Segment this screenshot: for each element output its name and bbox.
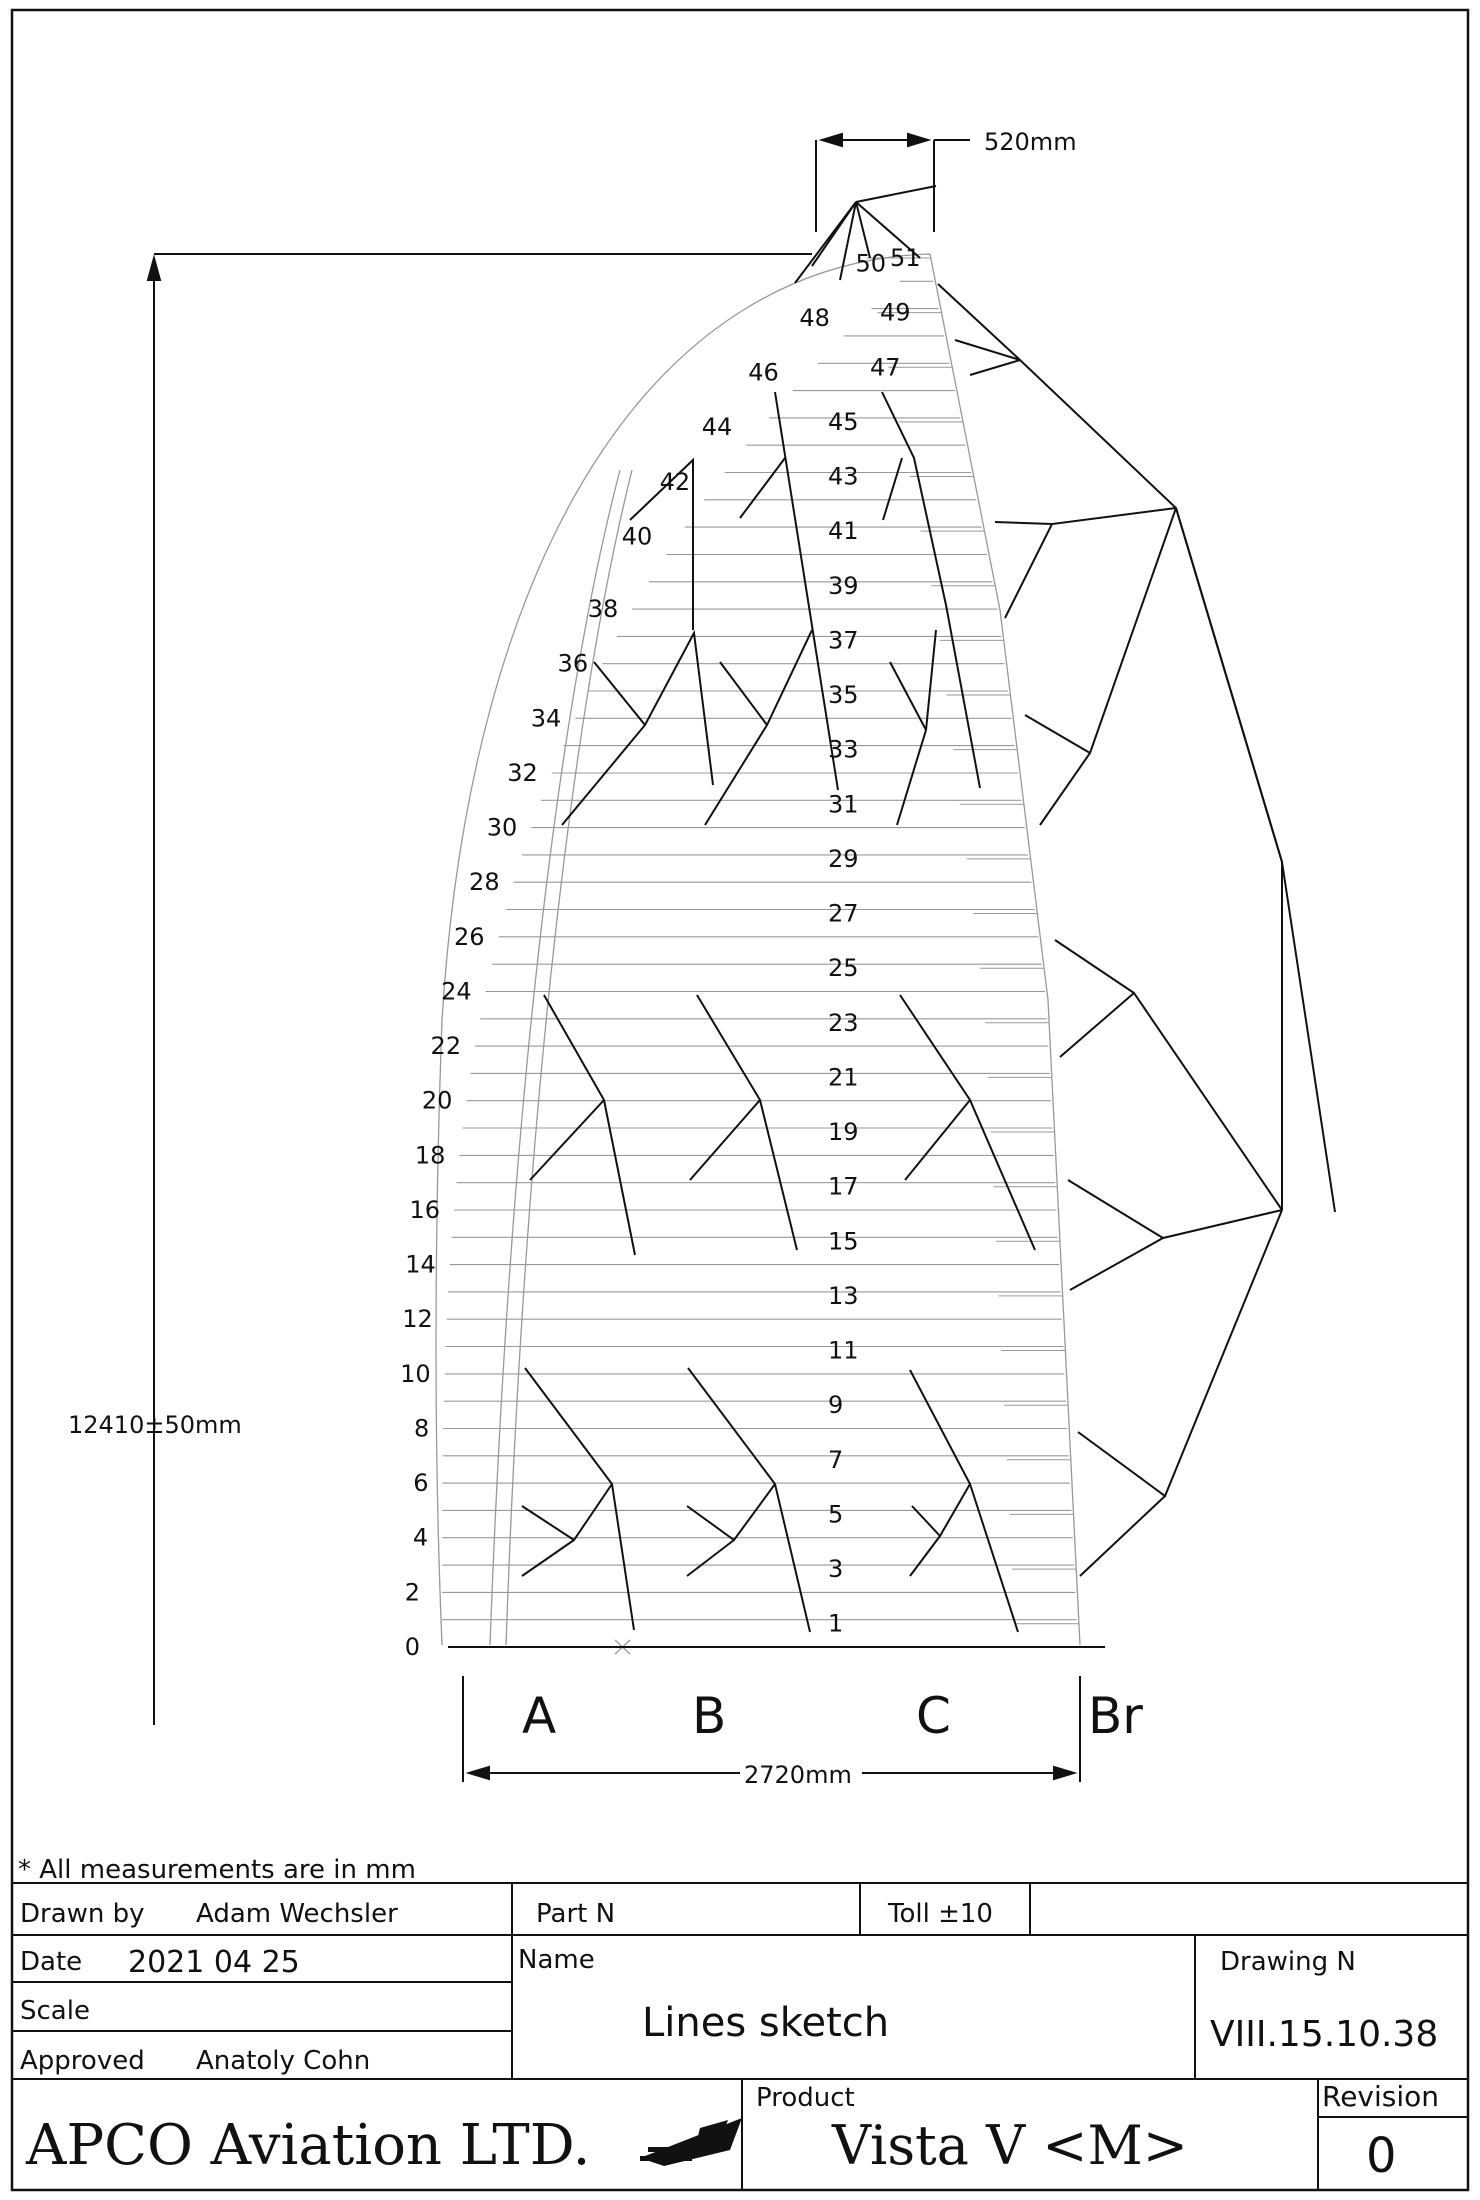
- trailing-edge-ticks: [867, 258, 1079, 1624]
- product-label: Product: [756, 2083, 855, 2113]
- row-label-left: 26: [453, 922, 485, 951]
- row-label-left: 28: [469, 868, 500, 897]
- row-label-left: 8: [414, 1414, 430, 1443]
- row-label-center: 13: [828, 1281, 859, 1310]
- product-value: Vista V <M>: [832, 2114, 1189, 2177]
- revision-label: Revision: [1322, 2080, 1440, 2113]
- name-label: Name: [518, 1945, 595, 1975]
- note-text: * All measurements are in mm: [18, 1855, 416, 1885]
- company-name: APCO Aviation LTD.: [26, 2113, 591, 2178]
- line-a-middle: [544, 995, 635, 1255]
- row-label-center: 5: [828, 1500, 844, 1529]
- date-label: Date: [20, 1947, 83, 1977]
- row-label-center: 9: [828, 1391, 844, 1420]
- row-label-center: 11: [828, 1336, 859, 1365]
- row-label-center: 37: [828, 626, 859, 655]
- riser-label-a: A: [522, 1687, 557, 1745]
- row-label-left: 36: [557, 649, 589, 678]
- row-label-center: 15: [828, 1227, 859, 1256]
- name-value: Lines sketch: [642, 2000, 890, 2046]
- drawn-by-value: Adam Wechsler: [196, 1899, 398, 1929]
- row-label-center: 51: [890, 244, 921, 272]
- drawing-n-value: VIII.15.10.38: [1210, 2014, 1439, 2055]
- row-label-left: 4: [412, 1523, 429, 1552]
- row-label-center: 33: [828, 735, 859, 764]
- row-label-center: 35: [828, 681, 859, 709]
- row-label-center: 7: [828, 1445, 844, 1474]
- row-label-center: 47: [870, 353, 901, 382]
- dim-height-text: 12410±50mm: [68, 1411, 242, 1439]
- row-label-left: 42: [659, 467, 691, 496]
- scale-label: Scale: [20, 1996, 90, 2026]
- revision-value: 0: [1366, 2128, 1397, 2184]
- row-label-left: 34: [530, 704, 562, 733]
- row-label-left: 22: [430, 1032, 462, 1061]
- line-c-middle: [900, 995, 1035, 1250]
- trailing-edge: [930, 254, 1080, 1645]
- row-label-left: 50: [855, 249, 886, 278]
- row-label-center: 49: [880, 298, 911, 327]
- wing-outline: [436, 254, 1080, 1645]
- line-stabilo-top: [856, 186, 936, 202]
- row-label-left: 16: [409, 1196, 440, 1224]
- row-label-center: 27: [828, 899, 859, 928]
- row-label-left: 0: [404, 1633, 420, 1661]
- dim-width-text: 2720mm: [744, 1761, 852, 1789]
- part-n-label: Part N: [536, 1899, 616, 1929]
- inner-leading-line-2: [506, 470, 632, 1645]
- row-label-center: 25: [828, 954, 859, 983]
- line-c-upper: [882, 392, 980, 788]
- approved-value: Anatoly Cohn: [196, 2046, 371, 2076]
- row-label-left: 44: [701, 413, 733, 442]
- dimension-height: [148, 254, 812, 1725]
- row-label-center: 23: [828, 1008, 859, 1037]
- row-label-center: 29: [828, 844, 859, 873]
- drawing-n-label: Drawing N: [1220, 1947, 1356, 1977]
- rib-lines: [442, 254, 1077, 1620]
- row-label-center: 17: [828, 1172, 859, 1201]
- row-label-left: 48: [799, 303, 830, 332]
- riser-label-c: C: [916, 1687, 951, 1745]
- riser-label-b: B: [692, 1687, 727, 1745]
- row-label-left: 10: [400, 1359, 431, 1388]
- row-label-center: 31: [828, 790, 859, 819]
- row-label-center: 21: [828, 1063, 859, 1092]
- drawn-by-label: Drawn by: [20, 1899, 145, 1929]
- date-value: 2021 04 25: [128, 1945, 300, 1980]
- row-label-center: 45: [828, 407, 859, 436]
- row-label-left: 18: [414, 1141, 446, 1170]
- row-label-left: 12: [402, 1305, 433, 1334]
- row-label-center: 41: [828, 517, 859, 546]
- row-label-center: 19: [828, 1118, 859, 1146]
- toll-text: Toll ±10: [888, 1899, 993, 1929]
- row-label-center: 43: [828, 462, 859, 491]
- row-label-left: 32: [507, 759, 538, 787]
- apco-logo: [640, 2118, 742, 2166]
- row-label-left: 20: [421, 1086, 453, 1115]
- row-label-center: 39: [828, 571, 859, 600]
- dim-top-text: 520mm: [984, 128, 1077, 156]
- row-label-left: 46: [748, 358, 779, 387]
- row-label-left: 6: [413, 1469, 429, 1498]
- row-label-left: 24: [441, 977, 472, 1006]
- dimension-top: [816, 134, 970, 232]
- line-b-middle: [697, 995, 797, 1250]
- row-labels-left: [400, 249, 886, 1661]
- row-label-center: 1: [828, 1609, 844, 1638]
- row-label-center: 3: [828, 1555, 844, 1584]
- row-label-left: 14: [405, 1250, 436, 1279]
- row-label-left: 38: [587, 595, 619, 624]
- line-a-lower: [525, 1368, 634, 1630]
- approved-label: Approved: [20, 2046, 145, 2076]
- row-label-left: 40: [621, 522, 653, 551]
- row-label-left: 2: [404, 1578, 420, 1607]
- brake-line-main: [938, 284, 1335, 1212]
- row-label-left: 30: [486, 813, 518, 842]
- riser-label-br: Br: [1088, 1687, 1143, 1745]
